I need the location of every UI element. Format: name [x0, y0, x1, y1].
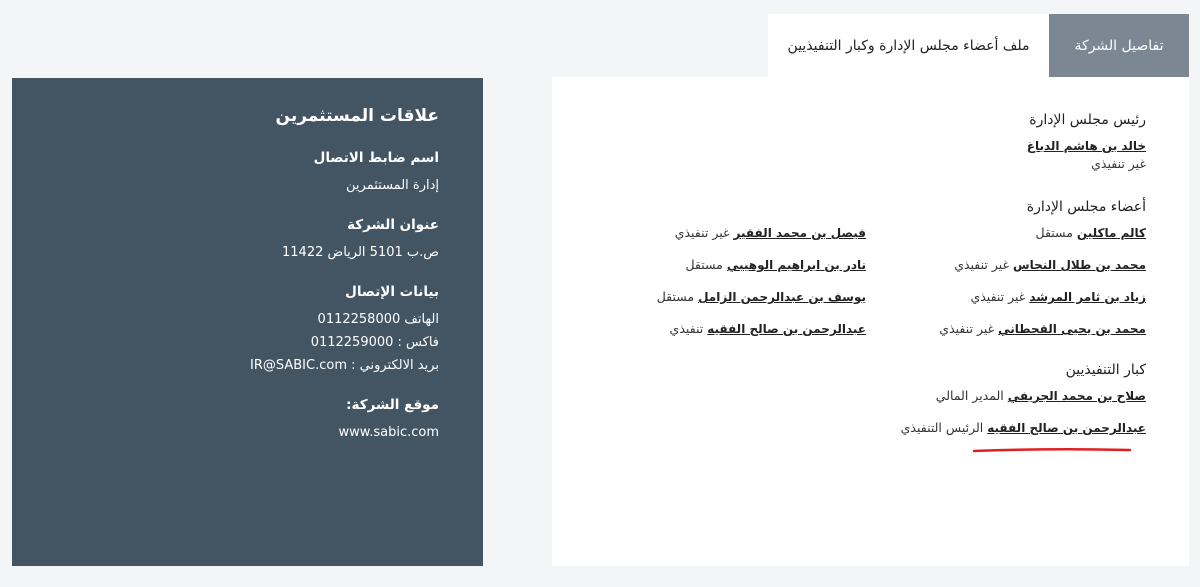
tab-company-details[interactable]: تفاصيل الشركة: [1049, 14, 1189, 77]
chairman-name-link[interactable]: خالد بن هاشم الدباغ: [1026, 139, 1146, 153]
list-item: [866, 256, 1146, 274]
investor-relations-panel: [12, 78, 483, 566]
member-name-link[interactable]: محمد بن طلال النحاس: [1013, 258, 1146, 272]
website-value[interactable]: www.sabic.com: [338, 425, 439, 440]
executive-role: المدير المالي: [935, 388, 1004, 403]
company-address-value: ص.ب 5101 الرياض 11422: [282, 245, 439, 260]
member-name-link[interactable]: كالم ماكلين: [1076, 226, 1146, 240]
member-name-link[interactable]: محمد بن يحيى القحطاني: [998, 322, 1146, 336]
fax-value: فاكس : 0112259000: [310, 335, 439, 350]
email-value: بريد الالكتروني : IR@SABIC.com: [250, 358, 439, 373]
executive-name-link[interactable]: عبدالرحمن بن صالح الفقيه: [987, 421, 1146, 435]
company-address-label: عنوان الشركة: [347, 217, 439, 233]
list-item: [586, 224, 866, 242]
chairman-title: رئيس مجلس الإدارة: [1029, 112, 1146, 128]
list-item: [592, 419, 1146, 437]
website-label: موقع الشركة:: [346, 397, 439, 413]
member-role: غير تنفيذي: [954, 257, 1010, 272]
member-role: مستقل: [1035, 225, 1073, 240]
list-item: [586, 320, 866, 338]
list-item: [866, 320, 1146, 338]
executive-name-link[interactable]: صلاح بن محمد الجريفي: [1007, 389, 1146, 403]
contact-info-label: بيانات الإتصال: [345, 284, 439, 300]
member-name-link[interactable]: زياد بن ثامر المرشد: [1029, 290, 1146, 304]
investor-relations-title: علاقات المستثمرين: [275, 106, 439, 126]
contact-officer-value: إدارة المستثمرين: [346, 178, 439, 193]
member-name-link[interactable]: يوسف بن عبدالرحمن الزامل: [698, 290, 866, 304]
phone-value: الهاتف 0112258000: [317, 312, 439, 327]
chairman-role: غير تنفيذي: [1091, 156, 1146, 171]
list-item: [866, 224, 1146, 242]
contact-officer-label: اسم ضابط الاتصال: [313, 150, 439, 166]
member-name-link[interactable]: نادر بن ابراهيم الوهيبي: [726, 258, 866, 272]
executives-title: كبار التنفيذيين: [1065, 362, 1146, 378]
member-role: غير تنفيذي: [939, 321, 995, 336]
members-title: أعضاء مجلس الإدارة: [1026, 199, 1146, 215]
list-item: [586, 256, 866, 274]
list-item: [592, 387, 1146, 405]
tab-board-executives[interactable]: ملف أعضاء مجلس الإدارة وكبار التنفيذيين: [768, 14, 1049, 77]
list-item: [866, 288, 1146, 306]
executives-list: [592, 387, 1146, 437]
member-name-link[interactable]: فيصل بن محمد الفقير: [733, 226, 866, 240]
member-name-link[interactable]: عبدالرحمن بن صالح الفقيه: [707, 322, 866, 336]
list-item: [586, 288, 866, 306]
red-underline-annotation: [972, 445, 1132, 455]
member-role: تنفيذي: [669, 321, 704, 336]
member-role: مستقل: [656, 289, 695, 304]
member-role: غير تنفيذي: [970, 289, 1026, 304]
executive-role: الرئيس التنفيذي: [900, 420, 984, 435]
tab-bar: [768, 14, 1189, 77]
board-panel: [552, 77, 1189, 566]
member-role: غير تنفيذي: [674, 225, 730, 240]
member-role: مستقل: [685, 257, 723, 272]
members-list: [592, 224, 1146, 338]
